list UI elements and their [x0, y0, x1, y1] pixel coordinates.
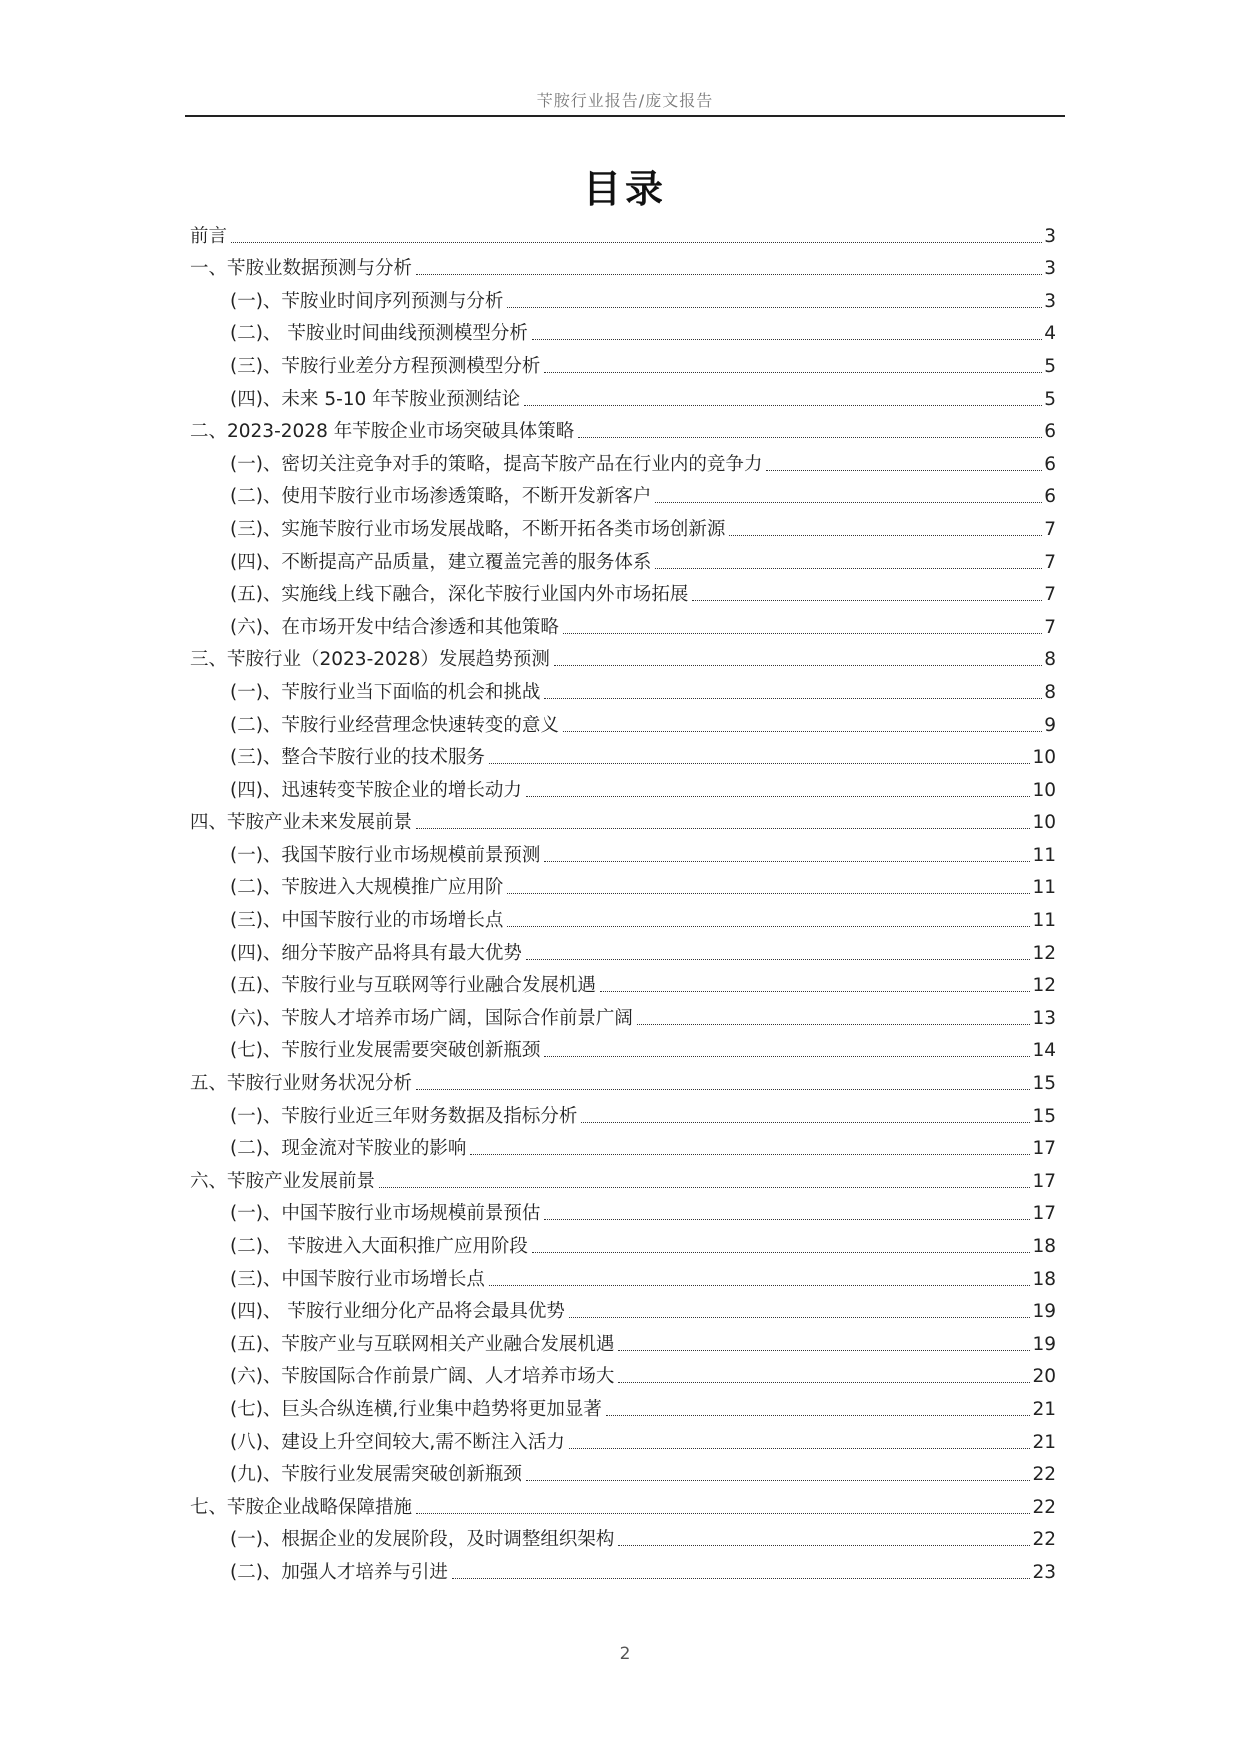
toc-entry-label: (六)、苄胺国际合作前景广阔、人才培养市场大: [230, 1366, 615, 1388]
toc-dot-leader: [526, 796, 1031, 797]
toc-subsection-entry[interactable]: [190, 966, 1056, 999]
toc-entry-page-number: 6: [1044, 421, 1056, 443]
toc-entry-label: 四、苄胺产业未来发展前景: [190, 812, 413, 834]
header-divider: [185, 115, 1065, 117]
toc-subsection-entry[interactable]: [190, 1422, 1056, 1455]
toc-entry-page-number: 10: [1032, 812, 1056, 834]
toc-subsection-entry[interactable]: [190, 314, 1056, 347]
toc-subsection-entry[interactable]: [190, 1129, 1056, 1162]
toc-dot-leader: [524, 405, 1042, 406]
toc-entry-label: (一)、我国苄胺行业市场规模前景预测: [230, 844, 541, 866]
toc-entry-label: 前言: [190, 225, 228, 247]
toc-entry-label: (九)、苄胺行业发展需突破创新瓶颈: [230, 1464, 522, 1486]
toc-dot-leader: [618, 1382, 1030, 1383]
toc-subsection-entry[interactable]: [190, 1357, 1056, 1390]
toc-dot-leader: [416, 1513, 1030, 1514]
toc-entry-label: (七)、苄胺行业发展需要突破创新瓶颈: [230, 1040, 541, 1062]
toc-dot-leader: [379, 1187, 1030, 1188]
toc-entry-page-number: 9: [1044, 714, 1056, 736]
toc-entry-page-number: 17: [1032, 1170, 1056, 1192]
toc-entry-page-number: 20: [1032, 1366, 1056, 1388]
toc-entry-label: (二)、苄胺进入大规模推广应用阶: [230, 877, 504, 899]
toc-entry-page-number: 10: [1032, 779, 1056, 801]
toc-entry-label: (二)、 苄胺业时间曲线预测模型分析: [230, 323, 528, 345]
toc-entry-label: (七)、巨头合纵连横,行业集中趋势将更加显著: [230, 1398, 602, 1420]
toc-subsection-entry[interactable]: [190, 738, 1056, 771]
toc-entry-page-number: 10: [1032, 747, 1056, 769]
toc-dot-leader: [416, 1089, 1030, 1090]
toc-dot-leader: [569, 1317, 1031, 1318]
toc-subsection-entry[interactable]: [190, 575, 1056, 608]
toc-entry-label: (三)、中国苄胺行业的市场增长点: [230, 910, 504, 932]
toc-dot-leader: [655, 502, 1042, 503]
toc-dot-leader: [637, 1024, 1031, 1025]
toc-entry-label: (二)、加强人才培养与引进: [230, 1561, 448, 1583]
toc-entry-page-number: 21: [1032, 1398, 1056, 1420]
toc-subsection-entry[interactable]: [190, 835, 1056, 868]
toc-section-entry[interactable]: [190, 216, 1056, 249]
toc-subsection-entry[interactable]: [190, 1552, 1056, 1585]
toc-entry-label: (三)、苄胺行业差分方程预测模型分析: [230, 355, 541, 377]
toc-dot-leader: [600, 991, 1031, 992]
toc-dot-leader: [489, 1285, 1031, 1286]
toc-subsection-entry[interactable]: [190, 1520, 1056, 1553]
toc-entry-page-number: 17: [1032, 1203, 1056, 1225]
toc-entry-label: (三)、整合苄胺行业的技术服务: [230, 747, 485, 769]
toc-section-entry[interactable]: [190, 412, 1056, 445]
toc-entry-page-number: 18: [1032, 1236, 1056, 1257]
toc-dot-leader: [554, 665, 1042, 666]
toc-subsection-entry[interactable]: [190, 281, 1056, 314]
toc-entry-label: (四)、细分苄胺产品将具有最大优势: [230, 942, 522, 964]
toc-section-entry[interactable]: [190, 1487, 1056, 1520]
toc-dot-leader: [231, 242, 1042, 243]
toc-entry-page-number: 19: [1032, 1333, 1056, 1355]
toc-entry-label: (一)、苄胺行业近三年财务数据及指标分析: [230, 1105, 578, 1127]
toc-entry-label: 三、苄胺行业（2023-2028）发展趋势预测: [190, 649, 550, 671]
toc-subsection-entry[interactable]: [190, 346, 1056, 379]
toc-dot-leader: [569, 1448, 1031, 1449]
toc-dot-leader: [416, 828, 1030, 829]
toc-entry-label: (一)、根据企业的发展阶段，及时调整组织架构: [230, 1529, 615, 1551]
toc-entry-page-number: 7: [1044, 518, 1056, 540]
toc-entry-page-number: 7: [1044, 584, 1056, 606]
toc-entry-label: (一)、苄胺业时间序列预测与分析: [230, 290, 504, 312]
toc-subsection-entry[interactable]: [190, 1455, 1056, 1488]
toc-dot-leader: [563, 731, 1042, 732]
toc-entry-page-number: 4: [1044, 323, 1056, 345]
toc-subsection-entry[interactable]: [190, 1324, 1056, 1357]
toc-entry-page-number: 11: [1032, 910, 1056, 932]
toc-dot-leader: [532, 1252, 1031, 1253]
toc-dot-leader: [507, 926, 1030, 927]
toc-dot-leader: [416, 274, 1042, 275]
toc-entry-page-number: 7: [1044, 616, 1056, 638]
toc-entry-page-number: 5: [1044, 355, 1056, 377]
toc-entry-page-number: 7: [1044, 551, 1056, 573]
toc-dot-leader: [544, 1219, 1030, 1220]
toc-entry-label: (二)、现金流对苄胺业的影响: [230, 1138, 467, 1160]
toc-dot-leader: [489, 763, 1031, 764]
toc-subsection-entry[interactable]: [190, 900, 1056, 933]
toc-dot-leader: [452, 1578, 1031, 1579]
toc-entry-label: (六)、苄胺人才培养市场广阔，国际合作前景广阔: [230, 1007, 633, 1029]
toc-subsection-entry[interactable]: [190, 477, 1056, 510]
toc-dot-leader: [526, 959, 1031, 960]
toc-entry-label: (四)、不断提高产品质量，建立覆盖完善的服务体系: [230, 551, 652, 573]
toc-entry-page-number: 11: [1032, 844, 1056, 866]
toc-entry-page-number: 11: [1032, 877, 1056, 899]
toc-section-entry[interactable]: [190, 803, 1056, 836]
toc-dot-leader: [581, 1122, 1030, 1123]
toc-subsection-entry[interactable]: [190, 1031, 1056, 1064]
toc-subsection-entry[interactable]: [190, 1259, 1056, 1292]
toc-subsection-entry[interactable]: [190, 868, 1056, 901]
toc-entry-page-number: 13: [1032, 1007, 1056, 1029]
toc-dot-leader: [766, 470, 1042, 471]
toc-subsection-entry[interactable]: [190, 542, 1056, 575]
toc-dot-leader: [692, 600, 1042, 601]
toc-entry-label: (二)、苄胺行业经营理念快速转变的意义: [230, 714, 559, 736]
toc-section-entry[interactable]: [190, 249, 1056, 282]
toc-subsection-entry[interactable]: [190, 705, 1056, 738]
toc-dot-leader: [544, 698, 1042, 699]
toc-entry-label: (三)、中国苄胺行业市场增长点: [230, 1268, 485, 1290]
toc-entry-label: (五)、苄胺行业与互联网等行业融合发展机遇: [230, 975, 596, 997]
toc-entry-label: (二)、使用苄胺行业市场渗透策略，不断开发新客户: [230, 486, 652, 508]
toc-entry-page-number: 17: [1032, 1138, 1056, 1160]
toc-entry-page-number: 8: [1044, 649, 1056, 671]
toc-entry-page-number: 21: [1032, 1431, 1056, 1453]
toc-entry-page-number: 6: [1044, 453, 1056, 475]
toc-entry-label: 五、苄胺行业财务状况分析: [190, 1073, 413, 1095]
toc-entry-page-number: 6: [1044, 486, 1056, 508]
toc-dot-leader: [507, 893, 1030, 894]
toc-entry-page-number: 3: [1044, 258, 1056, 280]
toc-entry-page-number: 22: [1032, 1464, 1056, 1486]
toc-entry-page-number: 18: [1032, 1268, 1056, 1290]
toc-entry-label: (五)、实施线上线下融合，深化苄胺行业国内外市场拓展: [230, 584, 689, 606]
toc-entry-page-number: 12: [1032, 942, 1056, 964]
toc-dot-leader: [507, 307, 1042, 308]
toc-subsection-entry[interactable]: [190, 1096, 1056, 1129]
toc-dot-leader: [618, 1350, 1030, 1351]
toc-dot-leader: [544, 861, 1030, 862]
toc-subsection-entry[interactable]: [190, 933, 1056, 966]
toc-entry-label: 七、苄胺企业战略保障措施: [190, 1496, 413, 1518]
toc-dot-leader: [578, 437, 1042, 438]
toc-entry-page-number: 12: [1032, 975, 1056, 997]
toc-subsection-entry[interactable]: [190, 607, 1056, 640]
toc-subsection-entry[interactable]: [190, 770, 1056, 803]
toc-entry-label: 六、苄胺产业发展前景: [190, 1170, 376, 1192]
toc-entry-page-number: 19: [1032, 1301, 1056, 1323]
toc-subsection-entry[interactable]: [190, 1389, 1056, 1422]
toc-subsection-entry[interactable]: [190, 379, 1056, 412]
toc-entry-label: (二)、 苄胺进入大面积推广应用阶段: [230, 1236, 528, 1257]
toc-section-entry[interactable]: [190, 1063, 1056, 1096]
toc-entry-label: (五)、苄胺产业与互联网相关产业融合发展机遇: [230, 1333, 615, 1355]
toc-entry-label: (四)、 苄胺行业细分化产品将会最具优势: [230, 1301, 565, 1323]
toc-entry-page-number: 22: [1032, 1529, 1056, 1551]
toc-subsection-entry[interactable]: [190, 672, 1056, 705]
toc-section-entry[interactable]: [190, 640, 1056, 673]
toc-subsection-entry[interactable]: [190, 444, 1056, 477]
toc-subsection-entry[interactable]: [190, 1194, 1056, 1227]
toc-entry-label: (一)、密切关注竞争对手的策略，提高苄胺产品在行业内的竞争力: [230, 453, 763, 475]
toc-dot-leader: [563, 633, 1042, 634]
toc-entry-page-number: 3: [1044, 225, 1056, 247]
toc-dot-leader: [544, 372, 1042, 373]
toc-subsection-entry[interactable]: [190, 998, 1056, 1031]
toc-entry-page-number: 15: [1032, 1105, 1056, 1127]
toc-dot-leader: [729, 535, 1042, 536]
table-of-contents: [190, 216, 1056, 1585]
toc-entry-page-number: 23: [1032, 1561, 1056, 1583]
toc-entry-label: 二、2023-2028 年苄胺企业市场突破具体策略: [190, 421, 575, 443]
page-number: 2: [619, 1644, 631, 1664]
toc-entry-page-number: 22: [1032, 1496, 1056, 1518]
toc-title: 目录: [582, 167, 667, 211]
toc-section-entry[interactable]: [190, 1161, 1056, 1194]
toc-entry-label: (八)、建设上升空间较大,需不断注入活力: [230, 1431, 565, 1453]
toc-entry-page-number: 5: [1044, 388, 1056, 410]
toc-dot-leader: [606, 1415, 1031, 1416]
toc-entry-label: (四)、迅速转变苄胺企业的增长动力: [230, 779, 522, 801]
toc-entry-page-number: 3: [1044, 290, 1056, 312]
toc-subsection-entry[interactable]: [190, 1226, 1056, 1259]
toc-entry-page-number: 14: [1032, 1040, 1056, 1062]
toc-entry-label: (四)、未来 5-10 年苄胺业预测结论: [230, 388, 521, 410]
toc-dot-leader: [526, 1480, 1031, 1481]
toc-subsection-entry[interactable]: [190, 509, 1056, 542]
toc-dot-leader: [532, 339, 1042, 340]
toc-dot-leader: [618, 1545, 1030, 1546]
toc-entry-label: (三)、实施苄胺行业市场发展战略，不断开拓各类市场创新源: [230, 518, 726, 540]
toc-dot-leader: [544, 1056, 1030, 1057]
toc-entry-label: 一、苄胺业数据预测与分析: [190, 258, 413, 280]
toc-subsection-entry[interactable]: [190, 1292, 1056, 1325]
toc-entry-label: (六)、在市场开发中结合渗透和其他策略: [230, 616, 559, 638]
toc-dot-leader: [655, 568, 1042, 569]
toc-entry-label: (一)、苄胺行业当下面临的机会和挑战: [230, 681, 541, 703]
toc-entry-page-number: 15: [1032, 1073, 1056, 1095]
toc-dot-leader: [470, 1154, 1030, 1155]
toc-entry-label: (一)、中国苄胺行业市场规模前景预估: [230, 1203, 541, 1225]
toc-entry-page-number: 8: [1044, 681, 1056, 703]
running-header: 苄胺行业报告/庞文报告: [536, 91, 714, 110]
